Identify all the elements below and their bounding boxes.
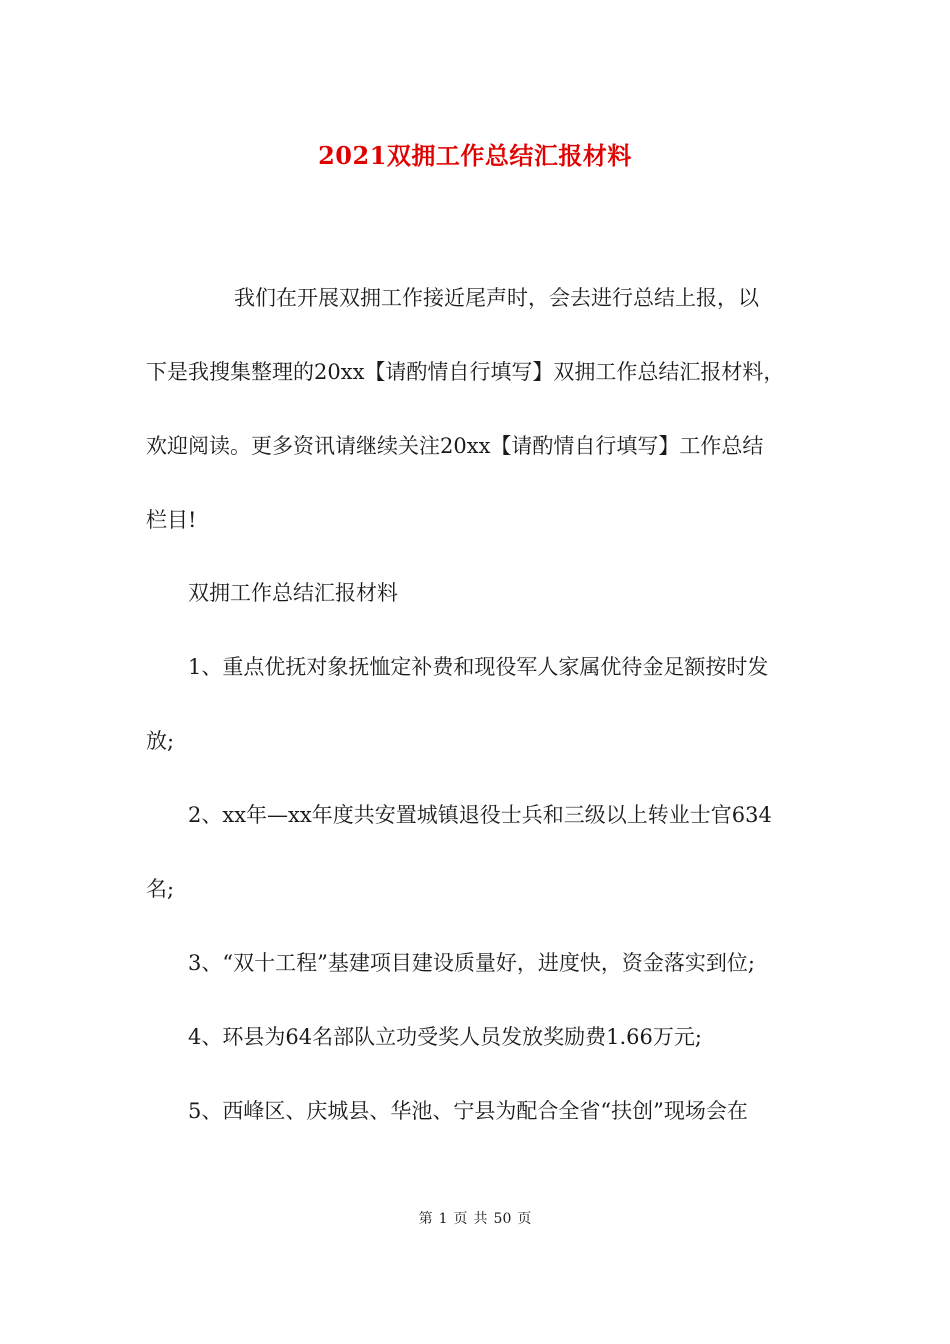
footer-page-number: 1 (438, 1211, 448, 1227)
footer-ye: 页 (453, 1211, 468, 1227)
list-item-2: 2、xx年—xx年度共安置城镇退役士兵和三级以上转业士官634 (188, 803, 772, 827)
list-item-1-cont: 放; (146, 729, 175, 753)
paragraph-line-4: 栏目! (146, 508, 197, 532)
list-item-4: 4、环县为64名部队立功受奖人员发放奖励费1.66万元; (188, 1025, 702, 1049)
paragraph-line-1: 我们在开展双拥工作接近尾声时，会去进行总结上报，以 (234, 286, 759, 310)
section-heading: 双拥工作总结汇报材料 (188, 581, 398, 605)
footer-total-pages: 50 (493, 1211, 512, 1227)
paragraph-line-3: 欢迎阅读。更多资讯请继续关注20xx【请酌情自行填写】工作总结 (146, 434, 764, 458)
page-footer (0, 1209, 950, 1229)
footer-gong: 共 (473, 1211, 488, 1227)
document-title: 2021双拥工作总结汇报材料 (318, 141, 632, 170)
footer-di: 第 (418, 1211, 433, 1227)
footer-ye-2: 页 (517, 1211, 532, 1227)
list-item-5: 5、西峰区、庆城县、华池、宁县为配合全省“扶创”现场会在 (188, 1099, 748, 1123)
list-item-2-cont: 名; (146, 877, 175, 901)
paragraph-line-2: 下是我搜集整理的20xx【请酌情自行填写】双拥工作总结汇报材料， (146, 360, 785, 384)
list-item-3: 3、“双十工程”基建项目建设质量好，进度快，资金落实到位; (188, 951, 755, 975)
list-item-1: 1、重点优抚对象抚恤定补费和现役军人家属优待金足额按时发 (188, 655, 769, 679)
